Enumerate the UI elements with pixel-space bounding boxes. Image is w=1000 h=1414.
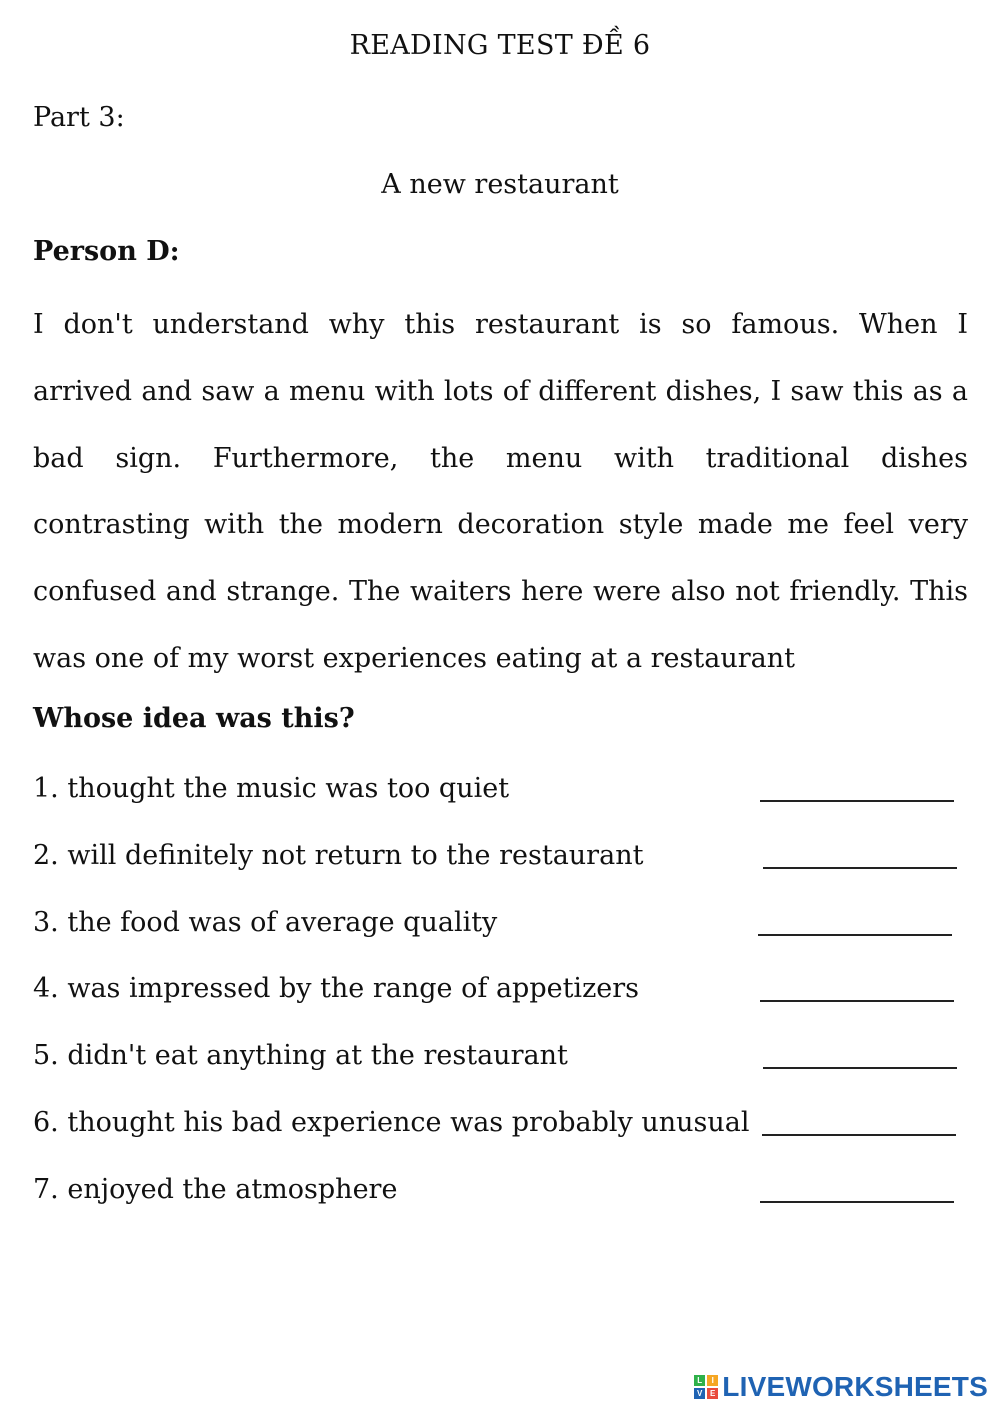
person-label: Person D: [33,236,180,267]
liveworksheets-logo [694,1370,988,1404]
answer-blank[interactable] [760,1201,954,1203]
answer-blank[interactable] [760,800,954,802]
question-item [33,1090,968,1157]
logo-mark-letter: I [707,1375,718,1386]
question-text: 2. will definitely not return to the restaurant [33,839,644,871]
question-item [33,956,968,1023]
answer-blank[interactable] [763,867,957,869]
question-text: 7. enjoyed the atmosphere [33,1173,398,1205]
answer-blank[interactable] [760,1000,954,1002]
passage-line: I don't understand why this restaurant is so famous. When I [33,309,968,340]
passage-line: contrasting with the modern decoration style made me feel very [33,509,968,541]
answer-blank[interactable] [758,934,952,936]
question-item [33,890,968,957]
logo-mark-letter: E [707,1388,718,1399]
question-text: 1. thought the music was too quiet [33,773,510,804]
question-heading: Whose idea was this? [33,703,355,734]
question-text: 5. didn't eat anything at the restaurant [33,1040,568,1072]
logo-mark-letter: L [694,1375,705,1386]
passage-title: A new restaurant [381,169,619,200]
question-item [33,823,968,890]
liveworksheets-logo-icon [694,1375,718,1399]
answer-blank[interactable] [762,1134,956,1136]
reading-passage [33,292,968,693]
question-item [33,756,968,823]
question-text: 6. thought his bad experience was probably unusual [33,1106,750,1138]
passage-line: bad sign. Furthermore, the menu with traditional dishes [33,442,968,474]
question-item [33,1157,968,1224]
question-text: 4. was impressed by the range of appetizers [33,973,640,1005]
question-list [33,756,968,1224]
logo-text: LIVEWORKSHEETS [722,1371,988,1402]
part-label: Part 3: [33,102,125,133]
question-text: 3. the food was of average quality [33,906,498,938]
passage-line: was one of my worst experiences eating at a restaurant [33,642,795,674]
passage-line: confused and strange. The waiters here were also not friendly. This [33,576,968,608]
question-item [33,1023,968,1090]
page-title: READING TEST ĐỀ 6 [349,30,651,61]
logo-mark-letter: V [694,1388,705,1399]
answer-blank[interactable] [763,1067,957,1069]
passage-line: arrived and saw a menu with lots of different dishes, I saw this as a [33,375,968,407]
